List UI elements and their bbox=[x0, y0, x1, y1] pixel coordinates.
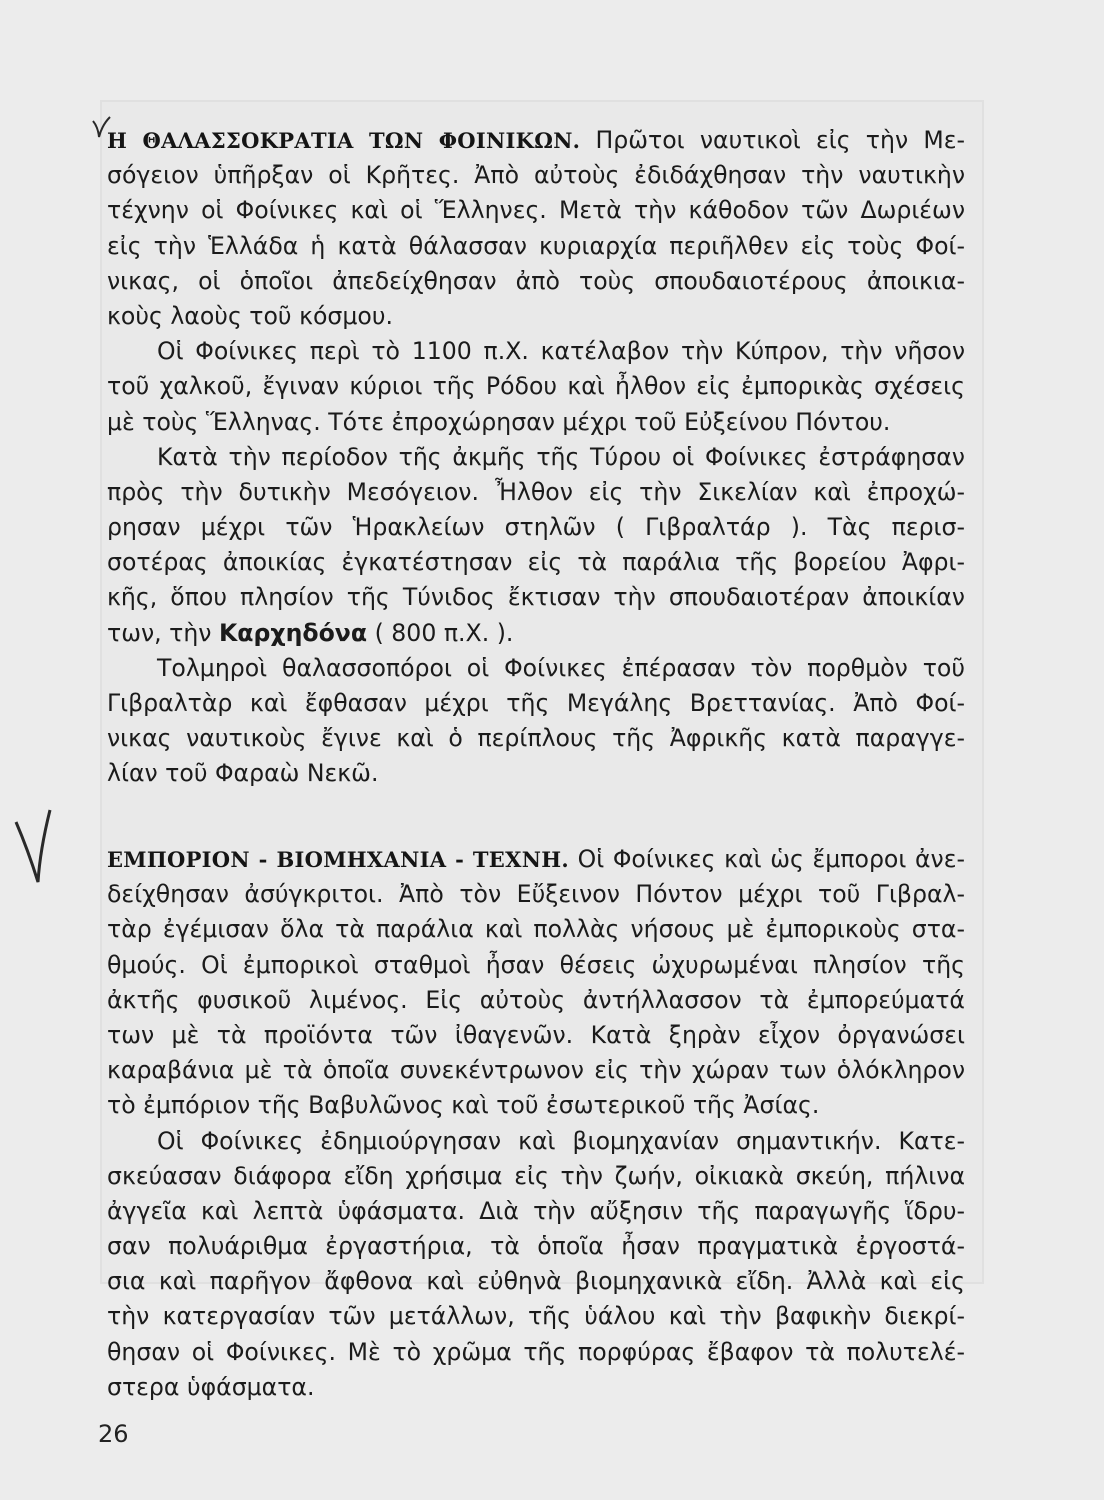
text-line: θμούς. Οἱ ἐμπορικοὶ σταθμοὶ ἦσαν θέσεις ὠχυρωμέναι πλησίον τῆς bbox=[107, 950, 965, 979]
text-line: νικας ναυτικοὺς ἔγινε καὶ ὁ περίπλους τῆς Ἀφρικῆς κατὰ παραγγε- bbox=[107, 724, 965, 753]
text-line: ἀκτῆς φυσικοῦ λιμένος. Εἰς αὐτοὺς ἀντήλλασσον τὰ ἐμπορεύματά bbox=[107, 985, 965, 1014]
text-line: Οἱ Φοίνικες ἐδημιούργησαν καὶ βιομηχανίαν σημαντικήν. Κατε- bbox=[157, 1126, 965, 1155]
text-line: σαν πολυάριθμα ἐργαστήρια, τὰ ὁποῖα ἦσαν πραγματικὰ ἐργοστά- bbox=[107, 1232, 965, 1261]
text-line: λίαν τοῦ Φαραὼ Νεκῶ. bbox=[107, 759, 379, 788]
handwritten-check-mark-side bbox=[10, 800, 60, 890]
text-line: μὲ τοὺς Ἕλληνας. Τότε ἐπροχώρησαν μέχρι τοῦ Εὐξείνου Πόντου. bbox=[107, 407, 891, 436]
text-line: καραβάνια μὲ τὰ ὁποῖα συνεκέντρωνον εἰς τὴν χώραν των ὁλόκληρον bbox=[107, 1056, 965, 1085]
text-line: πρὸς τὴν δυτικὴν Μεσόγειον. Ἦλθον εἰς τὴν Σικελίαν καὶ ἐπροχώ- bbox=[107, 477, 965, 506]
text-line: δείχθησαν ἀσύγκριτοι. Ἀπὸ τὸν Εὔξεινον Πόντον μέχρι τοῦ Γιβραλ- bbox=[107, 880, 965, 909]
text-line: σια καὶ παρῆγον ἄφθονα καὶ εὐθηνὰ βιομηχανικὰ εἴδη. Ἀλλὰ καὶ εἰς bbox=[107, 1267, 965, 1296]
text-line: κῆς, ὅπου πλησίον τῆς Τύνιδος ἔκτισαν τὴν σπουδαιοτέραν ἀποικίαν bbox=[107, 583, 965, 612]
text-line: τέχνην οἱ Φοίνικες καὶ οἱ Ἕλληνες. Μετὰ τὴν κάθοδον τῶν Δωριέων bbox=[107, 196, 965, 225]
text-line: τὴν κατεργασίαν τῶν μετάλλων, τῆς ὑάλου καὶ τὴν βαφικὴν διεκρί- bbox=[107, 1302, 965, 1331]
text-line: τὰρ ἐγέμισαν ὅλα τὰ παράλια καὶ πολλὰς νήσους μὲ ἐμπορικοὺς στα- bbox=[107, 915, 965, 944]
text-line: εἰς τὴν Ἑλλάδα ἡ κατὰ θάλασσαν κυριαρχία περιῆλθεν εἰς τοὺς Φοί- bbox=[107, 231, 965, 260]
text-line: νικας, οἱ ὁποῖοι ἀπεδείχθησαν ἀπὸ τοὺς σπουδαιοτέρους ἀποικια- bbox=[107, 266, 965, 295]
text-line: ΕΜΠΟΡΙΟΝ - ΒΙΟΜΗΧΑΝΙΑ - ΤΕΧΝΗ. Οἱ Φοίνικες καὶ ὡς ἔμποροι ἀνε- bbox=[107, 845, 966, 873]
page-number: 26 bbox=[98, 1420, 129, 1448]
text-line: στερα ὑφάσματα. bbox=[107, 1372, 315, 1401]
text-line: Τολμηροὶ θαλασσοπόροι οἱ Φοίνικες ἐπέρασαν τὸν πορθμὸν τοῦ bbox=[157, 653, 965, 682]
text-line: θησαν οἱ Φοίνικες. Μὲ τὸ χρῶμα τῆς πορφύρας ἔβαφον τὰ πολυτελέ- bbox=[107, 1337, 965, 1366]
text-line: Κατὰ τὴν περίοδον τῆς ἀκμῆς τῆς Τύρου οἱ Φοίνικες ἐστράφησαν bbox=[157, 442, 965, 471]
section-thalassocracy bbox=[107, 123, 965, 792]
text-line: ἀγγεῖα καὶ λεπτὰ ὑφάσματα. Διὰ τὴν αὔξησιν τῆς παραγωγῆς ἵδρυ- bbox=[107, 1196, 965, 1225]
text-line: σόγειον ὑπῆρξαν οἱ Κρῆτες. Ἀπὸ αὐτοὺς ἐδιδάχθησαν τὴν ναυτικὴν bbox=[107, 161, 965, 190]
text-line: Οἱ Φοίνικες περὶ τὸ 1100 π.Χ. κατέλαβον τὴν Κύπρον, τὴν νῆσον bbox=[157, 337, 965, 366]
section-heading-commerce: ΕΜΠΟΡΙΟΝ - ΒΙΟΜΗΧΑΝΙΑ - ΤΕΧΝΗ. bbox=[107, 847, 569, 872]
text-line: ρησαν μέχρι τῶν Ἡρακλείων στηλῶν ( Γιβραλτάρ ). Τὰς περισ- bbox=[107, 513, 965, 542]
text-line: κοὺς λαοὺς τοῦ κόσμου. bbox=[107, 301, 393, 330]
carthage-bold-term: Καρχηδόνα bbox=[218, 618, 368, 647]
section-heading-thalassocracy: Η ΘΑΛΑΣΣΟΚΡΑΤΙΑ ΤΩΝ ΦΟΙΝΙΚΩΝ. bbox=[107, 128, 581, 153]
text-line: των μὲ τὰ προϊόντα τῶν ἰθαγενῶν. Κατὰ ξηρὰν εἶχον ὀργανώσει bbox=[107, 1020, 965, 1049]
text-line: σκεύασαν διάφορα εἴδη χρήσιμα εἰς τὴν ζωήν, οἰκιακὰ σκεύη, πήλινα bbox=[107, 1161, 965, 1190]
text-line: των, τὴν Καρχηδόνα ( 800 π.Χ. ). bbox=[107, 618, 514, 647]
text-line: τοῦ χαλκοῦ, ἔγιναν κύριοι τῆς Ρόδου καὶ ἦλθον εἰς ἐμπορικὰς σχέσεις bbox=[107, 372, 965, 401]
section-commerce-industry-art bbox=[107, 842, 965, 1405]
text-line: τὸ ἐμπόριον τῆς Βαβυλῶνος καὶ τοῦ ἐσωτερικοῦ τῆς Ἀσίας. bbox=[107, 1091, 820, 1120]
text-line: Η ΘΑΛΑΣΣΟΚΡΑΤΙΑ ΤΩΝ ΦΟΙΝΙΚΩΝ. Πρῶτοι ναυτικοὶ εἰς τὴν Με- bbox=[107, 126, 965, 154]
text-line: σοτέρας ἀποικίας ἐγκατέστησαν εἰς τὰ παράλια τῆς βορείου Ἀφρι- bbox=[107, 548, 965, 577]
text-line: Γιβραλτὰρ καὶ ἔφθασαν μέχρι τῆς Μεγάλης Βρεττανίας. Ἀπὸ Φοί- bbox=[107, 689, 965, 717]
